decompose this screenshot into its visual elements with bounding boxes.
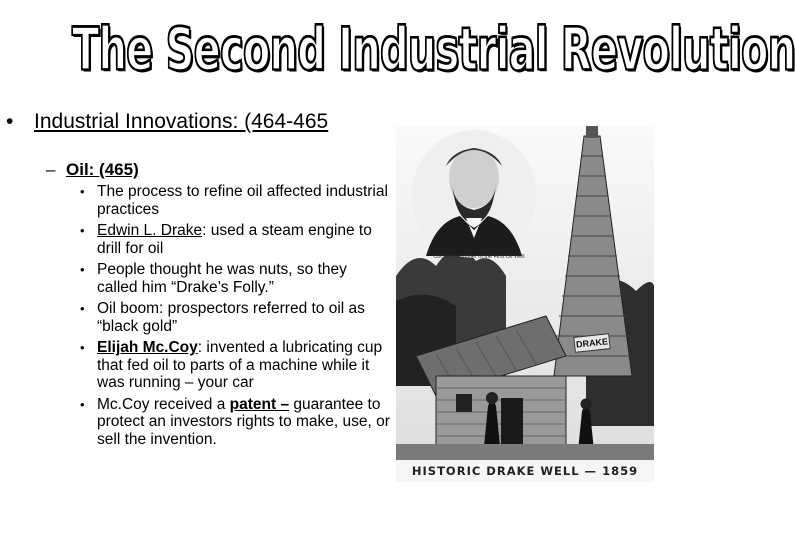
bullet-icon: • — [80, 184, 85, 199]
bullet-icon: • — [80, 223, 85, 238]
point-text: Oil boom: prospectors referred to oil as “black gold” — [97, 300, 365, 335]
photo-caption: HISTORIC DRAKE WELL — 1859 — [396, 460, 654, 482]
list-item — [80, 261, 390, 296]
bullet-icon: • — [80, 396, 85, 412]
point-keyword: Elijah Mc.Coy — [97, 339, 198, 356]
dash-icon: – — [46, 160, 56, 179]
point-text: People thought he was nuts, so they called him “Drake’s Folly.” — [97, 261, 347, 296]
bullet-icon: • — [80, 340, 85, 355]
bullet-icon: • — [80, 301, 85, 316]
subsection-heading-text: Oil: (465) — [66, 160, 139, 179]
list-item — [80, 300, 390, 335]
drake-well-illustration — [396, 126, 654, 482]
list-item — [80, 339, 390, 392]
point-text: : invented a lubricating cup that fed oil to parts of a machine while it was running – your car — [97, 339, 383, 391]
point-text: The process to refine oil affected industrial practices — [97, 183, 388, 218]
list-item — [80, 222, 390, 257]
subsection-heading — [46, 160, 386, 180]
drake-sign: DRAKE — [573, 333, 610, 353]
drake-well-photo — [396, 126, 654, 482]
list-item — [80, 183, 390, 218]
list-item — [80, 396, 390, 449]
bullet-list — [80, 183, 390, 452]
slide-title: The Second Industrial Revolution — [72, 15, 795, 84]
bullet-icon: • — [6, 110, 14, 133]
bullet-icon: • — [80, 262, 85, 277]
section-heading-text: Industrial Innovations: (464-465 — [34, 110, 329, 133]
point-keyword: patent – — [229, 395, 290, 413]
section-heading — [6, 110, 386, 133]
point-text: : used a steam engine to drill for oil — [97, 222, 372, 257]
point-keyword: Edwin L. Drake — [97, 222, 203, 239]
point-text: guarantee to protect an investors rights to make, use, or sell the invention. — [97, 395, 390, 448]
portrait-caption: Col. Drake, Driller of the First Oil Well — [433, 254, 525, 260]
point-text: Mc.Coy received a — [97, 395, 230, 413]
